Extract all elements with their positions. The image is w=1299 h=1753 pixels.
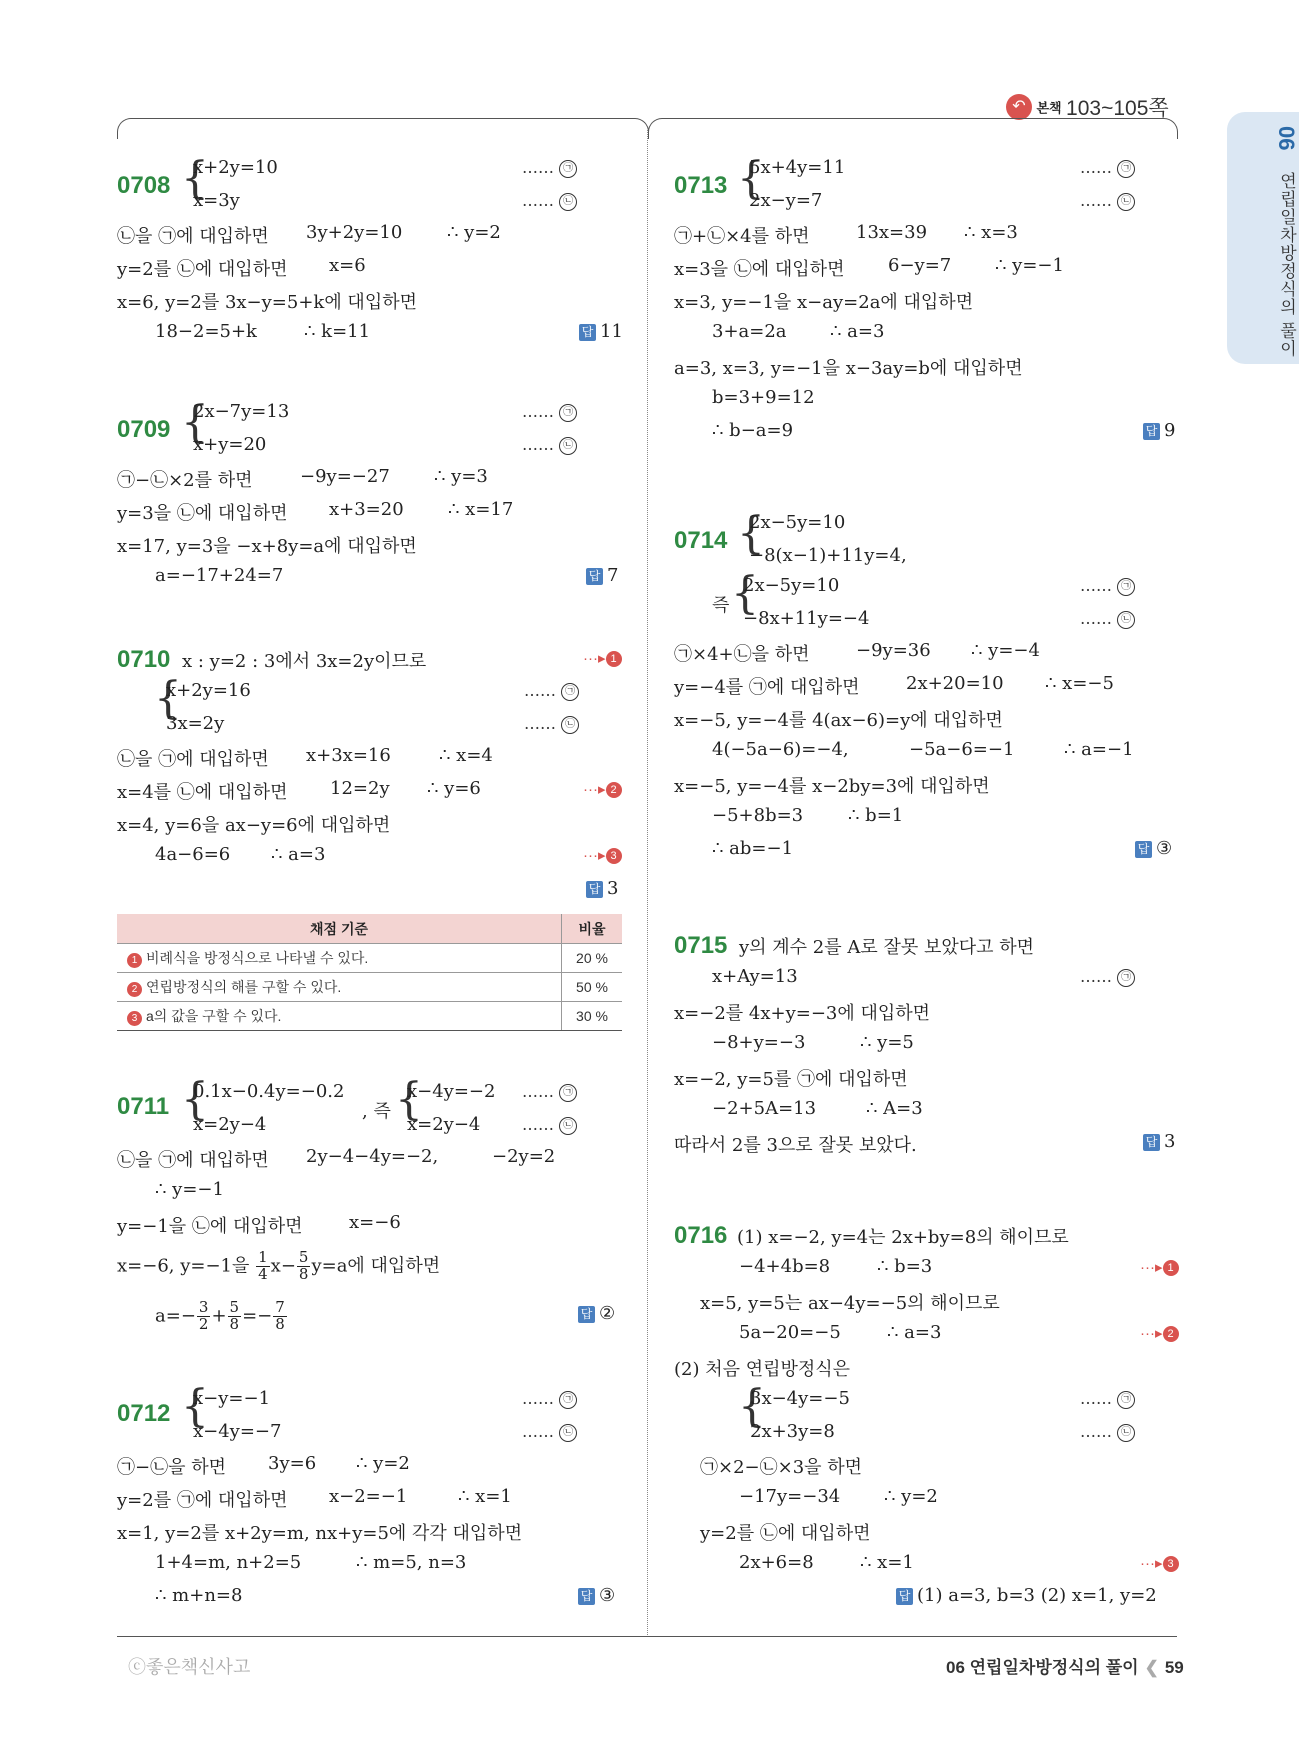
solution-line: ∴ y=−1 <box>995 255 1064 276</box>
answer: 답 ③ <box>1135 838 1172 859</box>
equation: x=3y <box>193 190 240 211</box>
scoring-table <box>117 914 622 1031</box>
solution-line: ∴ a=3 <box>271 844 326 865</box>
solution-line: ∴ b=3 <box>877 1256 933 1277</box>
solution-line: x=−2, y=5를 ㉠에 대입하면 <box>674 1069 908 1090</box>
table-row: 2 연립방정식의 해를 구할 수 있다. 50 % <box>117 973 622 1002</box>
solution-line: ㉡을 ㉠에 대입하면 <box>117 1150 269 1171</box>
answer: 답 3 <box>1143 1131 1175 1152</box>
equation: x=2y−4 <box>193 1114 267 1135</box>
solution-line: x : y=2 : 3에서 3x=2y이므로 <box>182 651 427 672</box>
solution-line: (1) x=−2, y=4는 2x+by=8의 해이므로 <box>737 1227 1069 1248</box>
solution-line: 5a−20=−5 <box>739 1322 841 1343</box>
solution-line: 13x=39 <box>856 222 928 243</box>
solution-line: ∴ y=5 <box>860 1032 914 1053</box>
solution-line: (2) 처음 연립방정식은 <box>674 1359 851 1380</box>
answer-icon: 답 <box>578 1588 595 1605</box>
solution-line: −9y=−27 <box>300 466 390 487</box>
solution-line: 3y=6 <box>268 1453 317 1474</box>
footer-rule <box>117 1636 1177 1637</box>
solution-line: 4a−6=6 <box>155 844 231 865</box>
solution-line: ∴ ab=−1 <box>712 838 794 859</box>
solution-line: ∴ b=1 <box>848 805 904 826</box>
answer: 답 ② <box>578 1303 615 1324</box>
label-dots: …… ㉠ <box>1080 1389 1135 1409</box>
answer-icon: 답 <box>586 568 603 585</box>
solution-line: a=− $\frac{3}{2}$ + $\frac{5}{8}$ =− $\frac{7}{8}$ <box>155 1298 285 1333</box>
solution-line: x=4, y=6을 ax−y=6에 대입하면 <box>117 815 391 836</box>
solution-line: −17y=−34 <box>739 1486 841 1507</box>
label-dots: …… ㉡ <box>522 191 577 211</box>
solution-line: ∴ x=3 <box>964 222 1018 243</box>
step-marker: ···▸ 2 <box>1140 1324 1179 1342</box>
step-marker: ···▸ 1 <box>1140 1258 1179 1276</box>
solution-line: ∴ a=3 <box>887 1322 942 1343</box>
solution-line: 2x+6=8 <box>739 1552 814 1573</box>
solution-line: x=−5, y=−4를 x−2by=3에 대입하면 <box>674 776 990 797</box>
system-brace: { <box>181 397 209 448</box>
system-brace: { <box>181 153 209 204</box>
solution-line: y의 계수 2를 A로 잘못 보았다고 하면 <box>739 937 1034 958</box>
solution-line: x=5, y=5는 ax−4y=−5의 해이므로 <box>700 1293 1000 1314</box>
problem-number: 0715 <box>674 932 728 959</box>
system-brace: { <box>181 1074 209 1125</box>
equation: x−4y=−2 <box>407 1081 496 1102</box>
equation: x+2y=10 <box>193 157 278 178</box>
answer-icon: 답 <box>586 881 603 898</box>
label-dots: …… ㉠ <box>524 681 579 701</box>
page-range: 103~105쪽 <box>1066 97 1169 120</box>
label-dots: …… ㉠ <box>522 1082 577 1102</box>
system-brace: { <box>154 673 182 724</box>
solution-line: ㉠×2−㉡×3을 하면 <box>700 1457 863 1478</box>
equation: 2x−7y=13 <box>193 401 290 422</box>
label-dots: …… ㉡ <box>524 714 579 734</box>
label-dots: …… ㉡ <box>522 1115 577 1135</box>
equation: x+y=20 <box>193 434 267 455</box>
solution-line: 18−2=5+k <box>155 321 257 342</box>
solution-line: ∴ x=1 <box>860 1552 914 1573</box>
answer: 답 ③ <box>578 1585 615 1606</box>
label-dots: …… ㉡ <box>522 435 577 455</box>
solution-line: a=−17+24=7 <box>155 565 284 586</box>
solution-line: 6−y=7 <box>888 255 952 276</box>
solution-line: ∴ a=3 <box>830 321 885 342</box>
solution-line: x=17, y=3을 −x+8y=a에 대입하면 <box>117 536 417 557</box>
solution-line: y=−1을 ㉡에 대입하면 <box>117 1216 303 1237</box>
label-dots: …… ㉡ <box>1080 1422 1135 1442</box>
solution-line: x=−6 <box>349 1212 401 1233</box>
solution-line: −8+y=−3 <box>712 1032 806 1053</box>
solution-line: x=6, y=2를 3x−y=5+k에 대입하면 <box>117 292 417 313</box>
solution-line: ∴ x=−5 <box>1045 673 1114 694</box>
solution-line: x=1, y=2를 x+2y=m, nx+y=5에 각각 대입하면 <box>117 1523 523 1544</box>
solution-line: ∴ x=17 <box>448 499 514 520</box>
equation: x−4y=−7 <box>193 1421 282 1442</box>
equation: x+Ay=13 <box>712 966 798 987</box>
problem-number: 0716 <box>674 1222 728 1249</box>
equation: 3x−4y=−5 <box>750 1388 850 1409</box>
solution-line: ㉡을 ㉠에 대입하면 <box>117 749 269 770</box>
separator: , 즉 <box>362 1101 391 1122</box>
system-brace: { <box>737 153 765 204</box>
solution-line: x=6 <box>329 255 366 276</box>
step-marker: ···▸ 1 <box>583 649 622 667</box>
solution-line: a=3, x=3, y=−1을 x−3ay=b에 대입하면 <box>674 358 1023 379</box>
solution-line: ∴ k=11 <box>304 321 371 342</box>
answer: 답 3 <box>586 878 618 899</box>
solution-line: ∴ y=2 <box>884 1486 938 1507</box>
system-brace: { <box>395 1074 423 1125</box>
solution-line: −5a−6=−1 <box>909 739 1015 760</box>
solution-line: y=−4를 ㉠에 대입하면 <box>674 677 860 698</box>
solution-line: ∴ A=3 <box>866 1098 923 1119</box>
problem-number: 0713 <box>674 172 728 199</box>
equation: x+2y=16 <box>166 680 251 701</box>
solution-line: 2y−4−4y=−2, <box>306 1146 439 1167</box>
equation: x=2y−4 <box>407 1114 481 1135</box>
system-brace: { <box>181 1381 209 1432</box>
equation: 2x−5y=10 <box>743 575 840 596</box>
answer-icon: 답 <box>896 1588 913 1605</box>
separator: 즉 <box>712 595 730 616</box>
return-arrow-icon: ↶ <box>1006 94 1032 120</box>
step-marker: ···▸ 2 <box>583 780 622 798</box>
answer-icon: 답 <box>1143 1134 1160 1151</box>
ratio-header: 비율 <box>562 914 623 944</box>
label-dots: …… ㉡ <box>1080 191 1135 211</box>
publisher-credit: ⓒ좋은책신사고 <box>128 1657 251 1677</box>
answer: 답 9 <box>1143 420 1175 441</box>
answer-icon: 답 <box>578 1306 595 1323</box>
problem-number: 0708 <box>117 172 171 199</box>
equation: 3x=2y <box>166 713 225 734</box>
solution-line: −2y=2 <box>492 1146 556 1167</box>
solution-line: ㉠−㉡×2를 하면 <box>117 470 253 491</box>
label-dots: …… ㉠ <box>1080 967 1135 987</box>
solution-line: 4(−5a−6)=−4, <box>712 739 849 760</box>
label-dots: …… ㉠ <box>1080 158 1135 178</box>
solution-line: 1+4=m, n+2=5 <box>155 1552 302 1573</box>
chevron-left-icon: ❮ <box>1144 1658 1159 1677</box>
solution-line: b=3+9=12 <box>712 387 815 408</box>
solution-line: x=−5, y=−4를 4(ax−6)=y에 대입하면 <box>674 710 1003 731</box>
book-label: 본책 <box>1036 100 1062 116</box>
label-dots: …… ㉠ <box>522 402 577 422</box>
label-dots: …… ㉠ <box>522 1389 577 1409</box>
answer-icon: 답 <box>579 324 596 341</box>
solution-line: ∴ y=−4 <box>971 640 1040 661</box>
table-row: 1 비례식을 방정식으로 나타낼 수 있다. 20 % <box>117 944 622 973</box>
solution-line: y=2를 ㉠에 대입하면 <box>117 1490 288 1511</box>
solution-line: ∴ x=4 <box>439 745 493 766</box>
column-divider <box>647 130 648 1635</box>
chapter-title: 연립일차방정식의 풀이 <box>1277 172 1296 358</box>
criteria-header: 채점 기준 <box>117 914 562 944</box>
equation: 5x+4y=11 <box>749 157 846 178</box>
answer-icon: 답 <box>1135 841 1152 858</box>
solution-line: ㉡을 ㉠에 대입하면 <box>117 226 269 247</box>
solution-line: y=2를 ㉡에 대입하면 <box>117 259 288 280</box>
equation: 0.1x−0.4y=−0.2 <box>193 1081 345 1102</box>
step-marker: ···▸ 3 <box>583 846 622 864</box>
answer: 답 11 <box>579 321 623 342</box>
label-dots: …… ㉠ <box>1080 576 1135 596</box>
solution-line: x+3=20 <box>329 499 404 520</box>
footer-chapter: 06 연립일차방정식의 풀이 <box>946 1658 1139 1677</box>
equation: 2x+3y=8 <box>750 1421 835 1442</box>
right-column-frame <box>648 118 1178 139</box>
solution-line: ∴ m+n=8 <box>155 1585 243 1606</box>
problem-number: 0711 <box>117 1093 170 1120</box>
left-column-frame <box>117 118 649 139</box>
solution-line: ㉠+㉡×4를 하면 <box>674 226 810 247</box>
solution-line: ∴ y=2 <box>447 222 501 243</box>
solution-line: −4+4b=8 <box>739 1256 831 1277</box>
solution-line: −5+8b=3 <box>712 805 804 826</box>
label-dots: …… ㉠ <box>522 158 577 178</box>
solution-line: ∴ y=3 <box>434 466 488 487</box>
solution-line: ∴ b−a=9 <box>712 420 794 441</box>
equation: x−y=−1 <box>193 1388 271 1409</box>
solution-line: ㉠×4+㉡을 하면 <box>674 644 810 665</box>
system-brace: { <box>737 508 765 559</box>
solution-line: y=2를 ㉡에 대입하면 <box>700 1523 871 1544</box>
system-brace: { <box>731 568 759 619</box>
equation: −8x+11y=−4 <box>743 608 870 629</box>
solution-line: ∴ y=6 <box>427 778 481 799</box>
solution-line: ∴ x=1 <box>458 1486 512 1507</box>
chapter-number: 06 <box>1274 126 1299 151</box>
solution-line: 3+a=2a <box>712 321 787 342</box>
page-footer <box>946 1653 1184 1678</box>
solution-line: 2x+20=10 <box>906 673 1004 694</box>
page-number: 59 <box>1164 1658 1184 1677</box>
solution-line: 따라서 2를 3으로 잘못 보았다. <box>674 1135 917 1156</box>
solution-line: ∴ y=−1 <box>155 1179 224 1200</box>
label-dots: …… ㉡ <box>1080 609 1135 629</box>
solution-line: x=−6, y=−1을 $\frac{1}{4}$ x− $\frac{5}{8}$ y=a에 대입하면 <box>117 1248 441 1283</box>
equation: 2x−y=7 <box>749 190 823 211</box>
solution-line: ∴ m=5, n=3 <box>356 1552 467 1573</box>
problem-number: 0714 <box>674 527 728 554</box>
table-row: 3 a의 값을 구할 수 있다. 30 % <box>117 1002 622 1031</box>
solution-line: 12=2y <box>330 778 390 799</box>
solution-line: x−2=−1 <box>329 1486 408 1507</box>
problem-number: 0712 <box>117 1400 171 1427</box>
answer: 답 7 <box>586 565 618 586</box>
solution-line: x=3을 ㉡에 대입하면 <box>674 259 845 280</box>
solution-line: 3y+2y=10 <box>306 222 403 243</box>
problem-number: 0709 <box>117 416 171 443</box>
solution-line: ∴ a=−1 <box>1064 739 1134 760</box>
solution-line: −2+5A=13 <box>712 1098 817 1119</box>
step-marker: ···▸ 3 <box>1140 1554 1179 1572</box>
system-brace: { <box>738 1381 766 1432</box>
solution-line: x=4를 ㉡에 대입하면 <box>117 782 288 803</box>
solution-line: y=3을 ㉡에 대입하면 <box>117 503 288 524</box>
label-dots: …… ㉡ <box>522 1422 577 1442</box>
solution-line: ∴ y=2 <box>356 1453 410 1474</box>
solution-line: x+3x=16 <box>306 745 391 766</box>
chapter-side-tab[interactable] <box>1227 112 1299 364</box>
equation: 2x−5y=10 <box>749 512 846 533</box>
equation: −8(x−1)+11y=4, <box>749 545 907 566</box>
solution-line: −9y=36 <box>856 640 931 661</box>
solution-line: ㉠−㉡을 하면 <box>117 1457 226 1478</box>
answer-icon: 답 <box>1143 423 1160 440</box>
problem-number: 0710 <box>117 646 171 673</box>
answer: 답 (1) a=3, b=3 (2) x=1, y=2 <box>896 1585 1157 1606</box>
solution-line: x=−2를 4x+y=−3에 대입하면 <box>674 1003 931 1024</box>
solution-line: x=3, y=−1을 x−ay=2a에 대입하면 <box>674 292 974 313</box>
